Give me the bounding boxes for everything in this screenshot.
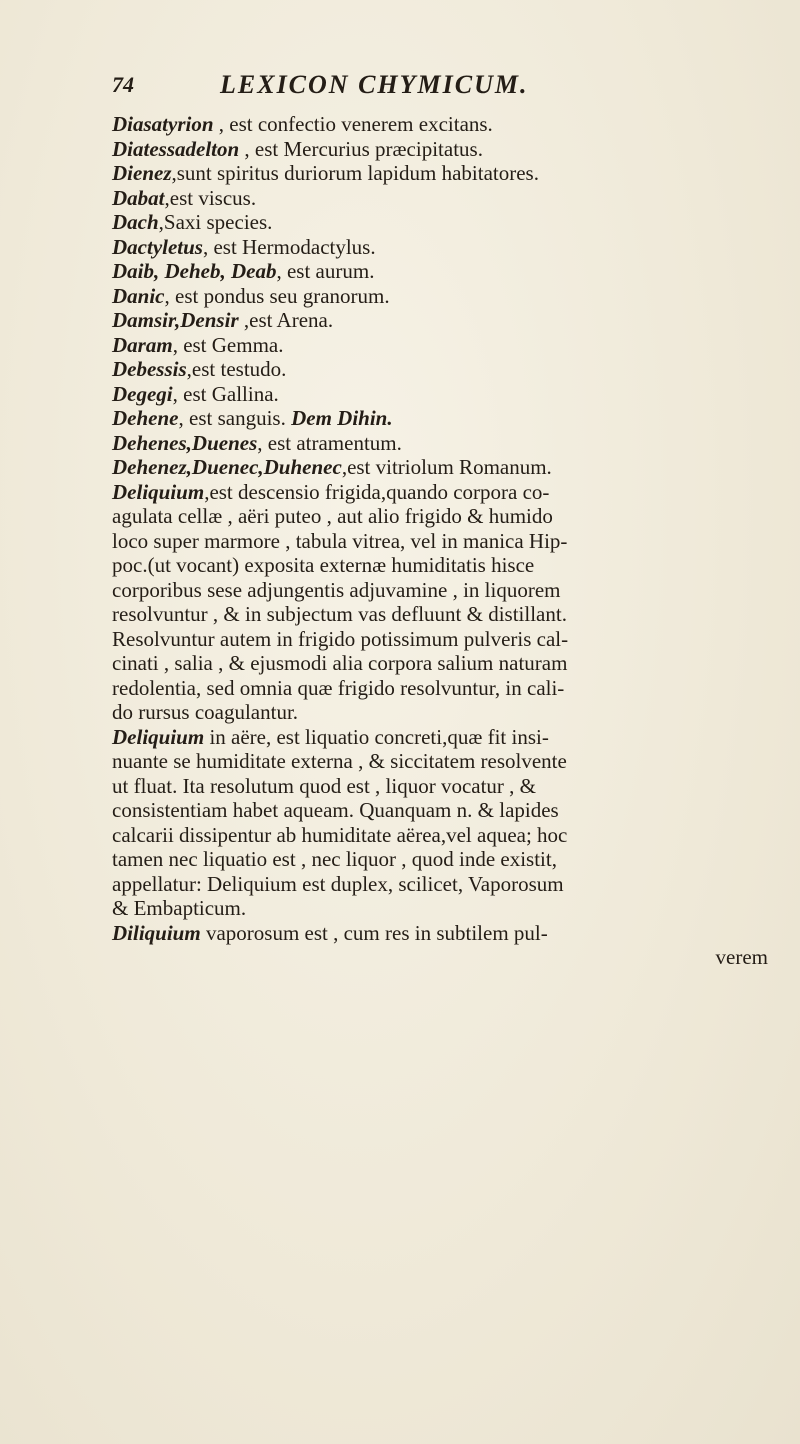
paragraph-line: consistentiam habet aqueam. Quanquam n. & lapides: [112, 798, 559, 822]
dictionary-entry: [112, 382, 772, 407]
definition: est aurum.: [286, 259, 375, 283]
catchword: verem: [715, 945, 768, 969]
separator: ,: [186, 357, 192, 381]
paragraph-line: Resolvuntur autem in frigido potissimum pulveris cal-: [112, 626, 569, 651]
separator: ,: [171, 161, 177, 185]
definition: est pondus seu granorum.: [175, 283, 390, 308]
definition: est viscus.: [169, 185, 257, 210]
paragraph-line: resolvuntur , & in subjectum vas defluunt & distillant.: [112, 602, 567, 626]
paragraph-line: redolentia, sed omnia quæ frigido resolvuntur, in cali-: [112, 675, 565, 700]
paragraph-deliquium-2: [112, 725, 772, 921]
dictionary-entry: [112, 161, 772, 186]
dictionary-entry: [112, 431, 772, 456]
dictionary-entry: [112, 259, 772, 284]
paragraph-line: & Embapticum.: [112, 896, 247, 920]
separator: ,: [276, 259, 287, 283]
separator: ,: [202, 234, 214, 259]
separator: ,: [238, 308, 250, 332]
separator: ,: [158, 210, 164, 234]
dictionary-entry: [112, 210, 772, 235]
definition: est confectio venerem excitans.: [229, 112, 493, 136]
dictionary-entry: [112, 455, 772, 480]
dictionary-entry: [112, 284, 772, 309]
headword: Dem Dihin.: [291, 406, 393, 430]
separator: ,: [213, 112, 230, 136]
page-header: [112, 70, 672, 106]
separator: ,: [164, 283, 175, 308]
definition: sunt spiritus duriorum lapidum habitatores.: [176, 161, 539, 185]
paragraph-line: nuante se humiditate externa , & siccitatem resolvente: [112, 749, 567, 773]
paragraph-line: cinati , salia , & ejusmodi alia corpora salium naturam: [112, 651, 568, 675]
definition: est Gemma.: [183, 332, 284, 357]
headword: Daib, Deheb, Deab: [112, 259, 277, 283]
definition: est Hermodactylus.: [213, 234, 376, 259]
entry-list: [112, 112, 772, 480]
definition: est Gallina.: [183, 381, 279, 406]
headword: Dehenez,Duenec,Duhenec: [112, 455, 342, 479]
separator: ,: [257, 430, 268, 455]
separator: ,: [178, 406, 189, 430]
separator: ,: [164, 185, 170, 210]
separator: ,: [172, 381, 184, 406]
page-body: [112, 112, 772, 970]
dictionary-entry: [112, 308, 772, 333]
definition: est Arena.: [249, 308, 334, 332]
headword: Diliquium: [112, 920, 201, 945]
headword: Danic: [112, 283, 165, 308]
paragraph-line: vaporosum est , cum res in subtilem pul-: [200, 920, 548, 945]
paragraph-line: calcarii dissipentur ab humiditate aërea,vel aquea; hoc: [112, 822, 568, 847]
paragraph-line: appellatur: Deliquium est duplex, scilicet, Vaporosum: [112, 871, 564, 896]
paragraph-line: agulata cellæ , aëri puteo , aut alio frigido & humido: [112, 504, 553, 528]
definition: est testudo.: [191, 357, 287, 381]
headword: Dabat: [112, 185, 165, 210]
paragraph-line: poc.(ut vocant) exposita externæ humiditatis hisce: [112, 553, 535, 577]
definition: est atramentum.: [267, 430, 402, 455]
headword: Dactyletus: [112, 234, 203, 259]
dictionary-entry: [112, 333, 772, 358]
headword: Dehene: [112, 406, 179, 430]
paragraph-line: tamen nec liquatio est , nec liquor , quod inde existit,: [112, 847, 557, 871]
headword: Dienez: [112, 161, 172, 185]
headword: Damsir,Densir: [112, 308, 239, 332]
headword: Dach: [112, 210, 159, 234]
paragraph-diliquium: [112, 921, 772, 970]
headword: Debessis: [112, 357, 187, 381]
headword: Daram: [112, 332, 173, 357]
paragraph-line: do rursus coagulantur.: [112, 700, 299, 724]
paragraph-line: in aëre, est liquatio concreti,quæ fit insi-: [204, 724, 549, 749]
dictionary-entry: [112, 186, 772, 211]
headword: Deliquium: [112, 724, 205, 749]
headword: Dehenes,Duenes: [112, 430, 258, 455]
paragraph-line: ,est descensio frigida,quando corpora co-: [204, 479, 550, 504]
dictionary-entry: [112, 406, 772, 431]
definition: est vitriolum Romanum.: [347, 455, 552, 479]
running-title: LEXICON CHYMICUM.: [220, 70, 529, 99]
page-number: 74: [112, 72, 134, 97]
separator: ,: [239, 136, 255, 161]
dictionary-entry: [112, 137, 772, 162]
headword: Degegi: [112, 381, 173, 406]
paragraph-line: corporibus sese adjungentis adjuvamine , in liquorem: [112, 577, 561, 602]
dictionary-entry: [112, 112, 772, 137]
dictionary-entry: [112, 235, 772, 260]
paragraph-deliquium-1: [112, 480, 772, 725]
paragraph-line: loco super marmore , tabula vitrea, vel in manica Hip-: [112, 528, 568, 553]
headword: Diasatyrion: [112, 112, 214, 136]
headword: Deliquium: [112, 479, 205, 504]
headword: Diatessadelton: [112, 136, 240, 161]
paragraph-line: ut fluat. Ita resolutum quod est , liquor vocatur , &: [112, 773, 536, 798]
definition: est sanguis.: [189, 406, 286, 430]
definition: Saxi species.: [163, 210, 273, 234]
dictionary-entry: [112, 357, 772, 382]
definition: est Mercurius præcipitatus.: [254, 136, 483, 161]
separator: ,: [172, 332, 184, 357]
separator: ,: [341, 455, 348, 479]
